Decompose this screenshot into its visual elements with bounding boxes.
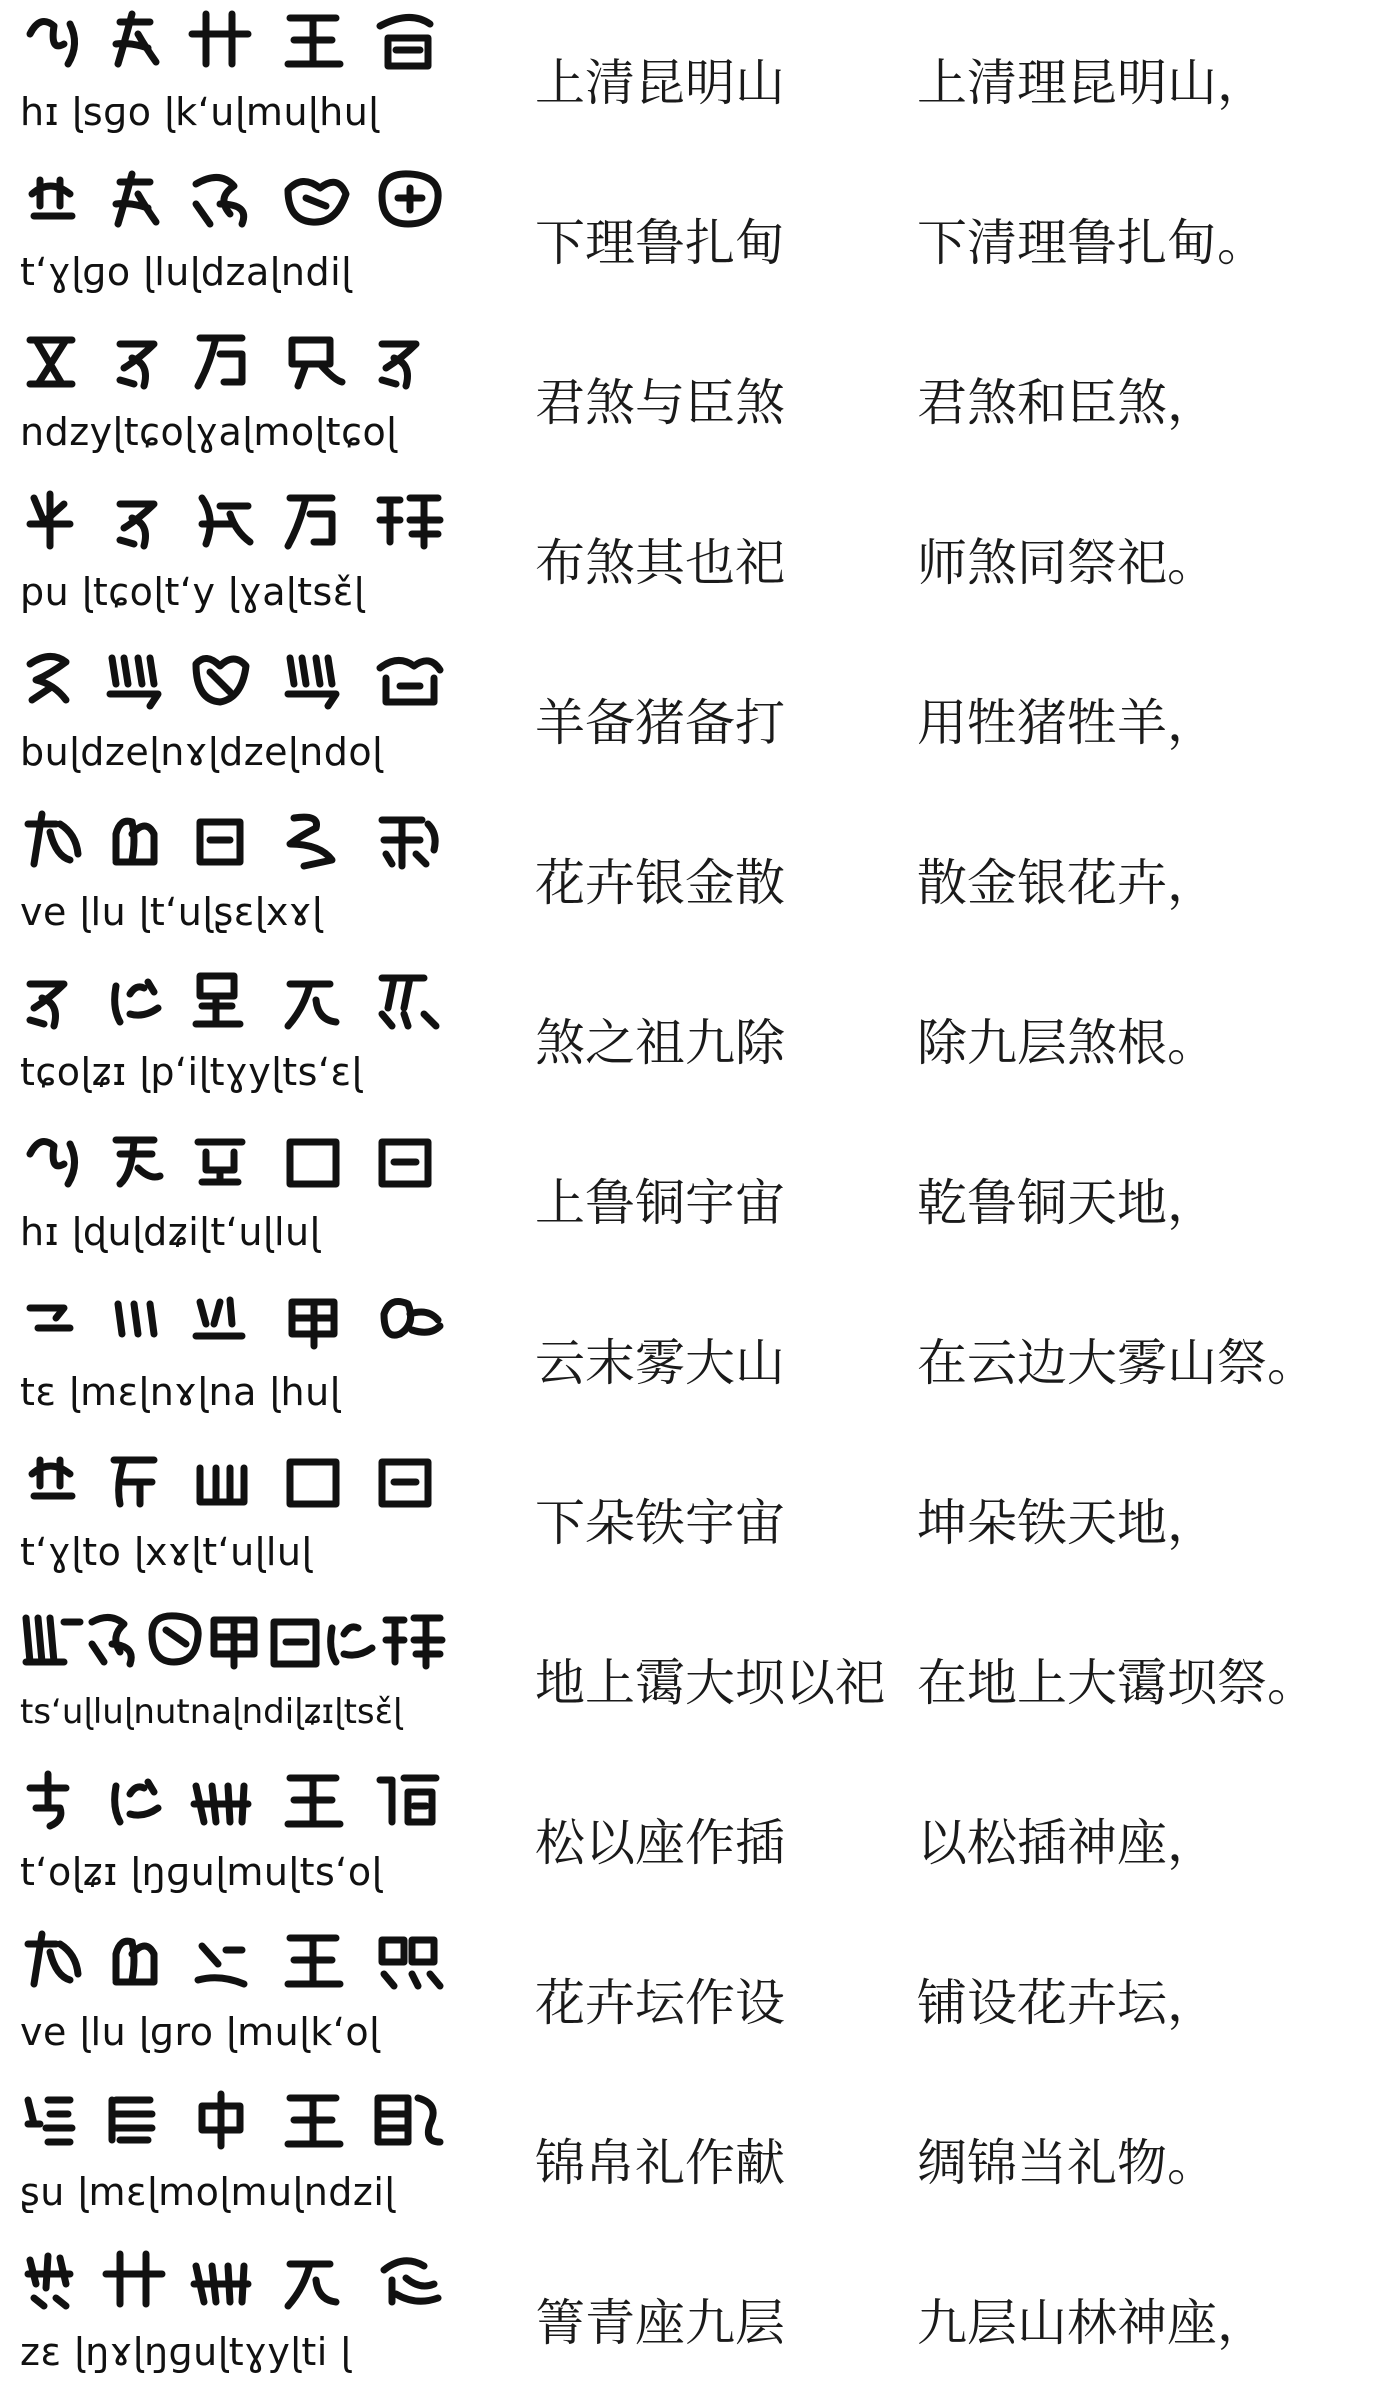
pictographic-glyphs — [20, 1924, 460, 1998]
word-gloss: 布煞其也祀 — [535, 534, 785, 592]
pictographic-glyphs — [20, 1604, 460, 1678]
ipa-transcription: ve ɭlu ɭtʻuɭʂɛɭxɤɭ — [20, 890, 324, 934]
pictographic-script-line — [20, 964, 460, 1038]
text-row — [0, 2080, 1379, 2240]
word-gloss: 地上霭大坝以祀 — [535, 1654, 885, 1712]
pictographic-glyphs — [20, 1764, 460, 1838]
script-cell — [20, 644, 460, 794]
ipa-transcription: tɕoɭʑɪ ɭpʻiɭtɣyɭtsʻɛɭ — [20, 1050, 363, 1094]
free-translation: 在云边大雾山祭。 — [917, 1334, 1317, 1392]
word-gloss: 锦帛礼作献 — [535, 2134, 785, 2192]
free-translation: 以松插神座， — [917, 1814, 1217, 1872]
pictographic-glyphs — [20, 484, 460, 558]
script-cell — [20, 1604, 460, 1754]
pictographic-glyphs — [20, 964, 460, 1038]
text-row — [0, 1280, 1379, 1440]
ipa-transcription: tɛ ɭmɛɭnɤɭna ɭhuɭ — [20, 1370, 341, 1414]
text-row — [0, 960, 1379, 1120]
script-cell — [20, 2244, 460, 2394]
text-row — [0, 160, 1379, 320]
ipa-transcription: tʻɣɭɡo ɭluɭdzaɭndiɭ — [20, 250, 353, 294]
free-translation: 散金银花卉， — [917, 854, 1217, 912]
script-cell — [20, 1124, 460, 1274]
text-row — [0, 800, 1379, 960]
free-translation: 下清理鲁扎甸。 — [917, 214, 1267, 272]
ipa-transcription: hɪ ɭsɡo ɭkʻuɭmuɭhuɭ — [20, 90, 380, 134]
word-gloss: 松以座作插 — [535, 1814, 785, 1872]
text-row — [0, 2240, 1379, 2400]
word-gloss: 君煞与臣煞 — [535, 374, 785, 432]
ipa-transcription: tsʻuɭluɭnutnaɭndiɭʑɪɭtsɛ̌ɭ — [20, 1692, 403, 1732]
free-translation: 君煞和臣煞， — [917, 374, 1217, 432]
script-cell — [20, 1444, 460, 1594]
pictographic-script-line — [20, 1284, 460, 1358]
ipa-transcription: pu ɭtɕoɭtʻy ɭɣaɭtsɛ̌ɭ — [20, 570, 365, 614]
free-translation: 用牲猪牲羊， — [917, 694, 1217, 752]
text-row — [0, 1600, 1379, 1760]
script-cell — [20, 1764, 460, 1914]
free-translation: 绸锦当礼物。 — [917, 2134, 1217, 2192]
free-translation: 在地上大霭坝祭。 — [917, 1654, 1317, 1712]
pictographic-glyphs — [20, 1124, 460, 1198]
free-translation: 上清理昆明山， — [917, 54, 1267, 112]
pictographic-glyphs — [20, 164, 460, 238]
pictographic-glyphs — [20, 644, 460, 718]
pictographic-glyphs — [20, 1444, 460, 1518]
pictographic-script-line — [20, 1924, 460, 1998]
script-cell — [20, 1924, 460, 2074]
word-gloss: 下理鲁扎甸 — [535, 214, 785, 272]
free-translation: 坤朵铁天地， — [917, 1494, 1217, 1552]
ipa-transcription: tʻɣɭto ɭxɤɭtʻuɭluɭ — [20, 1530, 313, 1574]
script-cell — [20, 964, 460, 1114]
text-row — [0, 1440, 1379, 1600]
word-gloss: 花卉银金散 — [535, 854, 785, 912]
pictographic-script-line — [20, 1764, 460, 1838]
pictographic-glyphs — [20, 4, 460, 78]
pictographic-script-line — [20, 2244, 460, 2318]
text-row — [0, 1120, 1379, 1280]
text-row — [0, 1920, 1379, 2080]
text-row — [0, 1760, 1379, 1920]
word-gloss: 下朵铁宇宙 — [535, 1494, 785, 1552]
pictographic-script-line — [20, 324, 460, 398]
ipa-transcription: tʻoɭʑɪ ɭŋɡuɭmuɭtsʻoɭ — [20, 1850, 383, 1894]
pictographic-script-line — [20, 1604, 460, 1678]
pictographic-script-line — [20, 644, 460, 718]
pictographic-glyphs — [20, 324, 460, 398]
free-translation: 乾鲁铜天地， — [917, 1174, 1217, 1232]
free-translation: 师煞同祭祀。 — [917, 534, 1217, 592]
text-row — [0, 0, 1379, 160]
pictographic-glyphs — [20, 804, 460, 878]
script-cell — [20, 1284, 460, 1434]
ipa-transcription: ve ɭlu ɭɡro ɭmuɭkʻoɭ — [20, 2010, 381, 2054]
script-cell — [20, 484, 460, 634]
free-translation: 除九层煞根。 — [917, 1014, 1217, 1072]
word-gloss: 云末雾大山 — [535, 1334, 785, 1392]
pictographic-glyphs — [20, 2244, 460, 2318]
word-gloss: 羊备猪备打 — [535, 694, 785, 752]
word-gloss: 上鲁铜宇宙 — [535, 1174, 785, 1232]
pictographic-script-line — [20, 1124, 460, 1198]
pictographic-script-line — [20, 4, 460, 78]
word-gloss: 箐青座九层 — [535, 2294, 785, 2352]
pictographic-script-line — [20, 484, 460, 558]
word-gloss: 煞之祖九除 — [535, 1014, 785, 1072]
script-cell — [20, 804, 460, 954]
pictographic-glyphs — [20, 1284, 460, 1358]
text-row — [0, 320, 1379, 480]
pictographic-script-line — [20, 2084, 460, 2158]
script-cell — [20, 164, 460, 314]
pictographic-script-line — [20, 804, 460, 878]
ipa-transcription: hɪ ɭɖuɭdʑiɭtʻuɭluɭ — [20, 1210, 321, 1254]
ipa-transcription: ʂu ɭmɛɭmoɭmuɭndziɭ — [20, 2170, 396, 2214]
pictographic-script-line — [20, 1444, 460, 1518]
ipa-transcription: zɛ ɭŋɤɭŋɡuɭtɣyɭti ɭ — [20, 2330, 352, 2374]
pictographic-glyphs — [20, 2084, 460, 2158]
free-translation: 铺设花卉坛， — [917, 1974, 1217, 2032]
word-gloss: 花卉坛作设 — [535, 1974, 785, 2032]
ipa-transcription: buɭdzeɭnɤɭdzeɭndoɭ — [20, 730, 384, 774]
ipa-transcription: ndzyɭtɕoɭɣaɭmoɭtɕoɭ — [20, 410, 398, 454]
free-translation: 九层山林神座， — [917, 2294, 1267, 2352]
pictographic-script-line — [20, 164, 460, 238]
script-cell — [20, 2084, 460, 2234]
word-gloss: 上清昆明山 — [535, 54, 785, 112]
script-cell — [20, 4, 460, 154]
script-cell — [20, 324, 460, 474]
text-row — [0, 480, 1379, 640]
text-row — [0, 640, 1379, 800]
